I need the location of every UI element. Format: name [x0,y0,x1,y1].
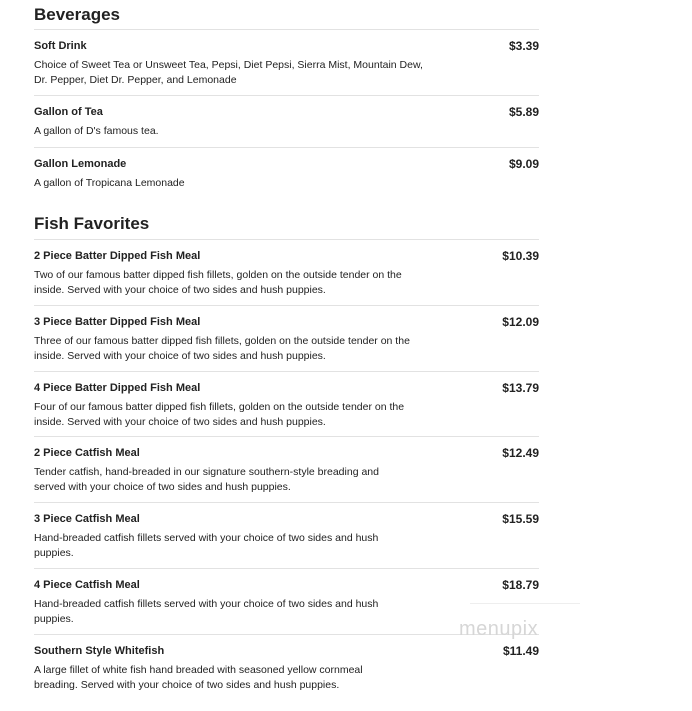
menu-item [34,29,539,87]
item-price: $9.09 [508,157,539,171]
menu-item [34,634,539,692]
item-description: A gallon of Tropicana Lemonade [34,177,185,189]
watermark-rule [470,603,580,604]
item-description: Three of our famous batter dipped fish fillets, golden on the outside tender on the inside. Served with your choice of two sides and hush puppies. [34,335,410,362]
item-description: Four of our famous batter dipped fish fillets, golden on the outside tender on the inside. Served with your choice of two sides and hush puppies. [34,401,405,428]
item-name: 2 Piece Batter Dipped Fish Meal [34,250,201,262]
menu-item [34,436,539,494]
item-price: $5.89 [508,105,539,119]
item-price: $3.39 [508,39,539,53]
item-name: Gallon of Tea [34,106,103,118]
item-name: 3 Piece Batter Dipped Fish Meal [34,316,201,328]
menu-item [34,305,539,363]
watermark-logo: menupix [459,618,539,640]
item-description: Tender catfish, hand-breaded in our signature southern-style breading and served with your choice of two sides and hush puppies. [34,466,379,493]
item-description: A gallon of D's famous tea. [34,125,159,137]
section-title-beverages: Beverages [34,5,121,24]
item-description: A large fillet of white fish hand breaded with seasoned yellow cornmeal breading. Served with your choice of two sides and hush puppies. [34,664,363,691]
item-price: $18.79 [502,578,539,592]
menu-item [34,371,539,429]
menu-item [34,502,539,560]
item-name: Southern Style Whitefish [34,645,165,657]
section-title-fish-favorites: Fish Favorites [34,214,150,233]
item-name: 2 Piece Catfish Meal [34,447,140,459]
item-name: 4 Piece Batter Dipped Fish Meal [34,382,201,394]
item-name: 3 Piece Catfish Meal [34,513,140,525]
item-description: Choice of Sweet Tea or Unsweet Tea, Pepsi, Diet Pepsi, Sierra Mist, Mountain Dew, Dr. Pepper, Diet Dr. Pepper, and Lemonade [34,59,423,86]
item-description: Hand-breaded catfish fillets served with your choice of two sides and hush puppies. [34,598,379,625]
item-price: $11.49 [502,644,539,658]
item-name: 4 Piece Catfish Meal [34,579,140,591]
item-price: $12.09 [502,315,539,329]
menu-item [34,239,539,297]
item-price: $12.49 [502,446,539,460]
item-price: $15.59 [502,512,539,526]
item-price: $10.39 [502,249,539,263]
item-name: Gallon Lemonade [34,158,127,170]
menu-item [34,147,539,191]
item-description: Hand-breaded catfish fillets served with your choice of two sides and hush puppies. [34,532,379,559]
item-name: Soft Drink [34,40,87,52]
item-price: $13.79 [502,381,539,395]
item-description: Two of our famous batter dipped fish fillets, golden on the outside tender on the inside. Served with your choice of two sides and hush puppies. [34,269,402,296]
menu-item [34,95,539,139]
